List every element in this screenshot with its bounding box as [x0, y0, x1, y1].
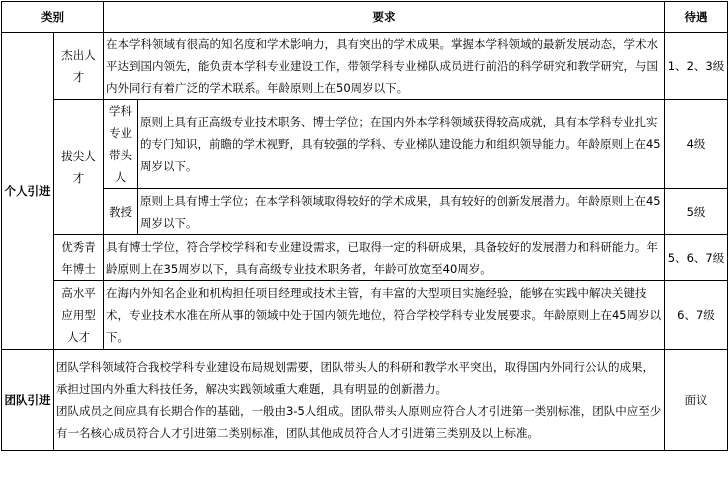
- header-category: 类别: [2, 2, 104, 33]
- row-professor: [2, 189, 728, 235]
- requirement-young-doctor: 具有博士学位，符合学校学科和专业建设需求，已取得一定的科研成果，具备较好的发展潜力和科研能力。年龄原则上在35周岁以下，具有高级专业技术职务者，年龄可放宽至40周岁。: [104, 235, 665, 281]
- label-professor: 教授: [104, 189, 138, 235]
- row-applied: [2, 281, 728, 350]
- header-row: [2, 2, 728, 33]
- talent-requirements-table: [1, 1, 728, 451]
- label-leader: 学科专业带头人: [104, 100, 138, 189]
- requirement-team-para-1: 团队学科领域符合我校学科专业建设布局规划需要，团队带头人的科研和教学水平突出，取得国内外同行公认的成果，承担过国内外重大科技任务，解决实践领域重大难题，具有明显的创新潜力。: [56, 360, 654, 396]
- requirement-team-para-2: 团队成员之间应具有长期合作的基础，一般由3-5人组成。团队带头人原则应符合人才引进第一类别标准，团队中应至少有一名核心成员符合人才引进第二类别标准，团队其他成员符合人才引进第三类别及以上标准。: [56, 404, 662, 440]
- row-young-doctor: [2, 235, 728, 281]
- requirement-leader: 原则上具有正高级专业技术职务、博士学位；在国内外本学科领域获得较高成就，具有本学科专业扎实的专门知识，前瞻的学术视野，具有较强的学科、专业梯队建设能力和组织领导能力。年龄原则上在45周岁以下。: [138, 100, 665, 189]
- label-topnotch: 拔尖人才: [54, 100, 104, 235]
- requirement-applied: 在海内外知名企业和机构担任项目经理或技术主管，有丰富的大型项目实施经验，能够在实践中解决关键技术，专业技术水准在所从事的领域中处于国内领先地位，符合学校学科专业发展要求。年龄原则上在45周岁以下。: [104, 281, 665, 350]
- requirement-outstanding: 在本学科领域有很高的知名度和学术影响力，具有突出的学术成果。掌握本学科领域的最新发展动态，学术水平达到国内领先，能负责本学科专业建设工作，带领学科专业梯队成员进行前沿的科学研究和教学研究，与国内外同行有着广泛的学术联系。年龄原则上在50周岁以下。: [104, 33, 665, 100]
- label-applied: 高水平应用型人才: [54, 281, 104, 350]
- treatment-applied: 6、7级: [665, 281, 728, 350]
- treatment-professor: 5级: [665, 189, 728, 235]
- label-young-doctor: 优秀青年博士: [54, 235, 104, 281]
- treatment-outstanding: 1、2、3级: [665, 33, 728, 100]
- requirement-team: [54, 350, 665, 451]
- requirement-professor: 原则上具有博士学位；在本学科领域取得较好的学术成果，具有较好的创新发展潜力。年龄原则上在45周岁以下。: [138, 189, 665, 235]
- header-treatment: 待遇: [665, 2, 728, 33]
- row-leader: [2, 100, 728, 189]
- treatment-team: 面议: [665, 350, 728, 451]
- treatment-young-doctor: 5、6、7级: [665, 235, 728, 281]
- label-outstanding: 杰出人才: [54, 33, 104, 100]
- row-team: [2, 350, 728, 451]
- header-requirement: 要求: [104, 2, 665, 33]
- category-individual: 个人引进: [2, 33, 54, 350]
- treatment-leader: 4级: [665, 100, 728, 189]
- row-outstanding: [2, 33, 728, 100]
- category-team: 团队引进: [2, 350, 54, 451]
